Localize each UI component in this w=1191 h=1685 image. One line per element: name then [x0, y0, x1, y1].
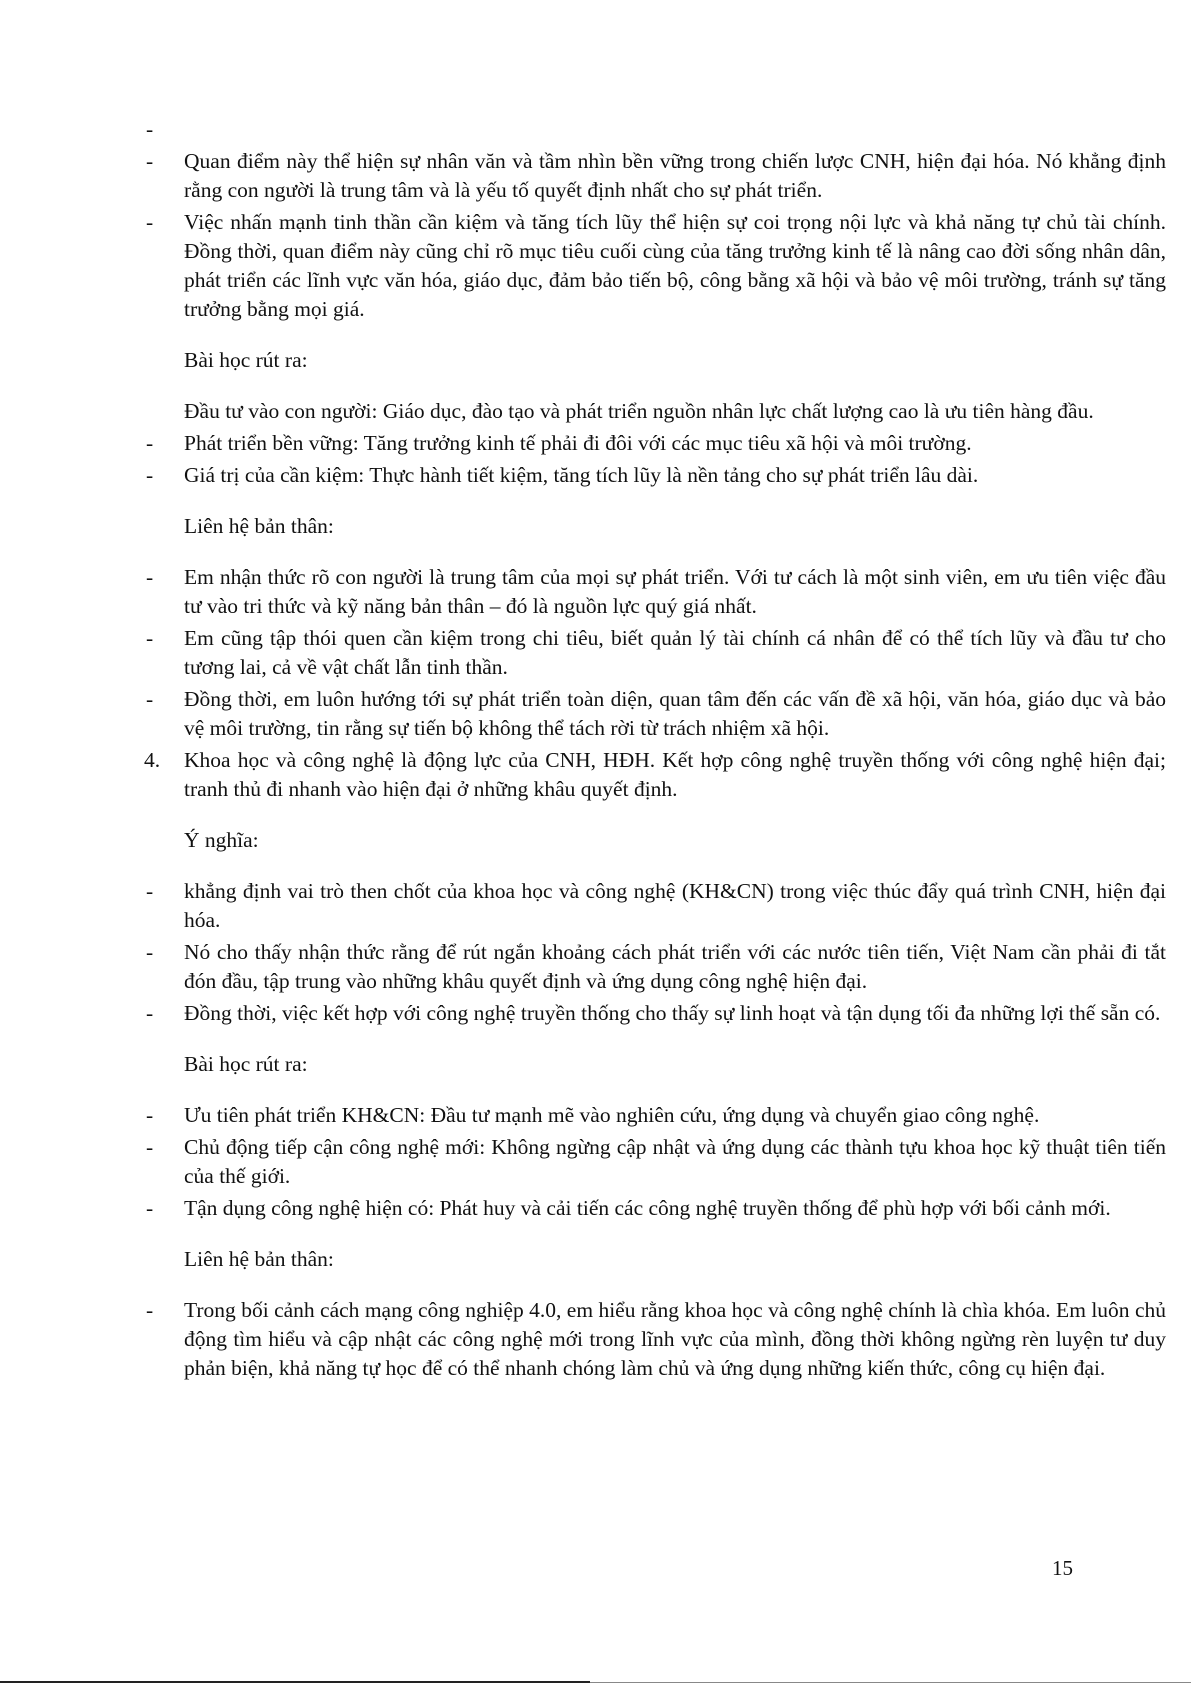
bullet-item: [146, 624, 1166, 682]
item-number: 4.: [144, 748, 161, 772]
bullet-item: [146, 1133, 1166, 1191]
bullet-marker: -: [146, 879, 154, 903]
item-text: Chủ động tiếp cận công nghệ mới: Không ngừng cập nhật và ứng dụng các thành tựu khoa học kỹ thuật tiên tiến của thế giới.: [184, 1135, 1166, 1188]
bullet-item: [146, 208, 1166, 324]
bullet-marker: -: [146, 687, 154, 711]
section-heading: Liên hệ bản thân:: [184, 514, 334, 538]
bullet-item: [146, 999, 1166, 1028]
bullet-item: [146, 1296, 1166, 1383]
bullet-marker: -: [146, 210, 154, 234]
section-heading: Bài học rút ra:: [184, 1052, 308, 1076]
item-text: Việc nhấn mạnh tinh thần cần kiệm và tăng tích lũy thể hiện sự coi trọng nội lực và khả năng tự chủ tài chính. Đồng thời, quan điểm này cũng chỉ rõ mục tiêu cuối cùng của tăng trưởng kinh tế là nâng cao đời sống nhân dân, phát triển các lĩnh vực văn hóa, giáo dục, đảm bảo tiến bộ, công bằng xã hội và bảo vệ môi trường, tránh sự tăng trưởng bằng mọi giá.: [184, 210, 1166, 321]
bullet-item: [146, 685, 1166, 743]
bullet-marker: -: [146, 1135, 154, 1159]
item-text: Nó cho thấy nhận thức rằng để rút ngắn khoảng cách phát triển với các nước tiên tiến, Việt Nam cần phải đi tắt đón đầu, tập trung vào những khâu quyết định và ứng dụng công nghệ hiện đại.: [184, 940, 1166, 993]
bullet-item: [146, 1194, 1166, 1223]
bullet-marker: -: [146, 431, 154, 455]
section-heading: Liên hệ bản thân:: [184, 1247, 334, 1271]
bullet-marker: -: [146, 149, 154, 173]
bottom-rule: [0, 1681, 590, 1683]
bullet-item: [146, 1101, 1166, 1130]
bottom-rule-right: [590, 1682, 1191, 1683]
bullet-marker: -: [146, 1196, 154, 1220]
paragraph: Đầu tư vào con người: Giáo dục, đào tạo và phát triển nguồn nhân lực chất lượng cao là ưu tiên hàng đầu.: [184, 399, 1094, 423]
bullet-item: [146, 938, 1166, 996]
bullet-marker: -: [146, 117, 154, 141]
bullet-marker: -: [146, 626, 154, 650]
bullet-item: [146, 877, 1166, 935]
item-text: Giá trị của cần kiệm: Thực hành tiết kiệm, tăng tích lũy là nền tảng cho sự phát triển lâu dài.: [184, 463, 979, 487]
item-text: Quan điểm này thể hiện sự nhân văn và tầm nhìn bền vững trong chiến lược CNH, hiện đại hóa. Nó khẳng định rằng con người là trung tâm và là yếu tố quyết định nhất cho sự phát triển.: [184, 149, 1166, 202]
bullet-item: [146, 147, 1166, 205]
item-text: Trong bối cảnh cách mạng công nghiệp 4.0, em hiểu rằng khoa học và công nghệ chính là chìa khóa. Em luôn chủ động tìm hiểu và cập nhật các công nghệ mới trong lĩnh vực của mình, đồng thời không ngừng rèn luyện tư duy phản biện, khả năng tự học để có thể nhanh chóng làm chủ và ứng dụng những kiến thức, công cụ hiện đại.: [184, 1298, 1166, 1380]
item-text: Đồng thời, em luôn hướng tới sự phát triển toàn diện, quan tâm đến các vấn đề xã hội, văn hóa, giáo dục và bảo vệ môi trường, tin rằng sự tiến bộ không thể tách rời từ trách nhiệm xã hội.: [184, 687, 1166, 740]
bullet-item: [146, 429, 1166, 458]
item-text: Đồng thời, việc kết hợp với công nghệ truyền thống cho thấy sự linh hoạt và tận dụng tối đa những lợi thế sẵn có.: [184, 1001, 1161, 1025]
bullet-marker: -: [146, 1298, 154, 1322]
item-text: Tận dụng công nghệ hiện có: Phát huy và cải tiến các công nghệ truyền thống để phù hợp với bối cảnh mới.: [184, 1196, 1111, 1220]
bullet-item: [146, 563, 1166, 621]
bullet-marker: -: [146, 1001, 154, 1025]
bullet-marker: -: [146, 1103, 154, 1127]
item-text: khẳng định vai trò then chốt của khoa học và công nghệ (KH&CN) trong việc thúc đẩy quá trình CNH, hiện đại hóa.: [184, 879, 1166, 932]
item-text: Phát triển bền vững: Tăng trưởng kinh tế phải đi đôi với các mục tiêu xã hội và môi trường.: [184, 431, 972, 455]
item-text: Em nhận thức rõ con người là trung tâm của mọi sự phát triển. Với tư cách là một sinh viên, em ưu tiên việc đầu tư vào tri thức và kỹ năng bản thân – đó là nguồn lực quý giá nhất.: [184, 565, 1166, 618]
section-heading: Ý nghĩa:: [184, 828, 259, 852]
page-number: 15: [1052, 1556, 1073, 1580]
numbered-item: [146, 746, 1166, 804]
section-heading: Bài học rút ra:: [184, 348, 308, 372]
bullet-item: [146, 115, 1166, 144]
bullet-item: [146, 461, 1166, 490]
item-text: Ưu tiên phát triển KH&CN: Đầu tư mạnh mẽ vào nghiên cứu, ứng dụng và chuyển giao công nghệ.: [184, 1103, 1040, 1127]
item-text: Em cũng tập thói quen cần kiệm trong chi tiêu, biết quản lý tài chính cá nhân để có thể tích lũy và đầu tư cho tương lai, cả về vật chất lẫn tinh thần.: [184, 626, 1166, 679]
bullet-marker: -: [146, 565, 154, 589]
bullet-marker: -: [146, 463, 154, 487]
document-body: [146, 115, 1166, 1386]
item-text: Khoa học và công nghệ là động lực của CNH, HĐH. Kết hợp công nghệ truyền thống với công nghệ hiện đại; tranh thủ đi nhanh vào hiện đại ở những khâu quyết định.: [184, 748, 1166, 801]
bullet-marker: -: [146, 940, 154, 964]
